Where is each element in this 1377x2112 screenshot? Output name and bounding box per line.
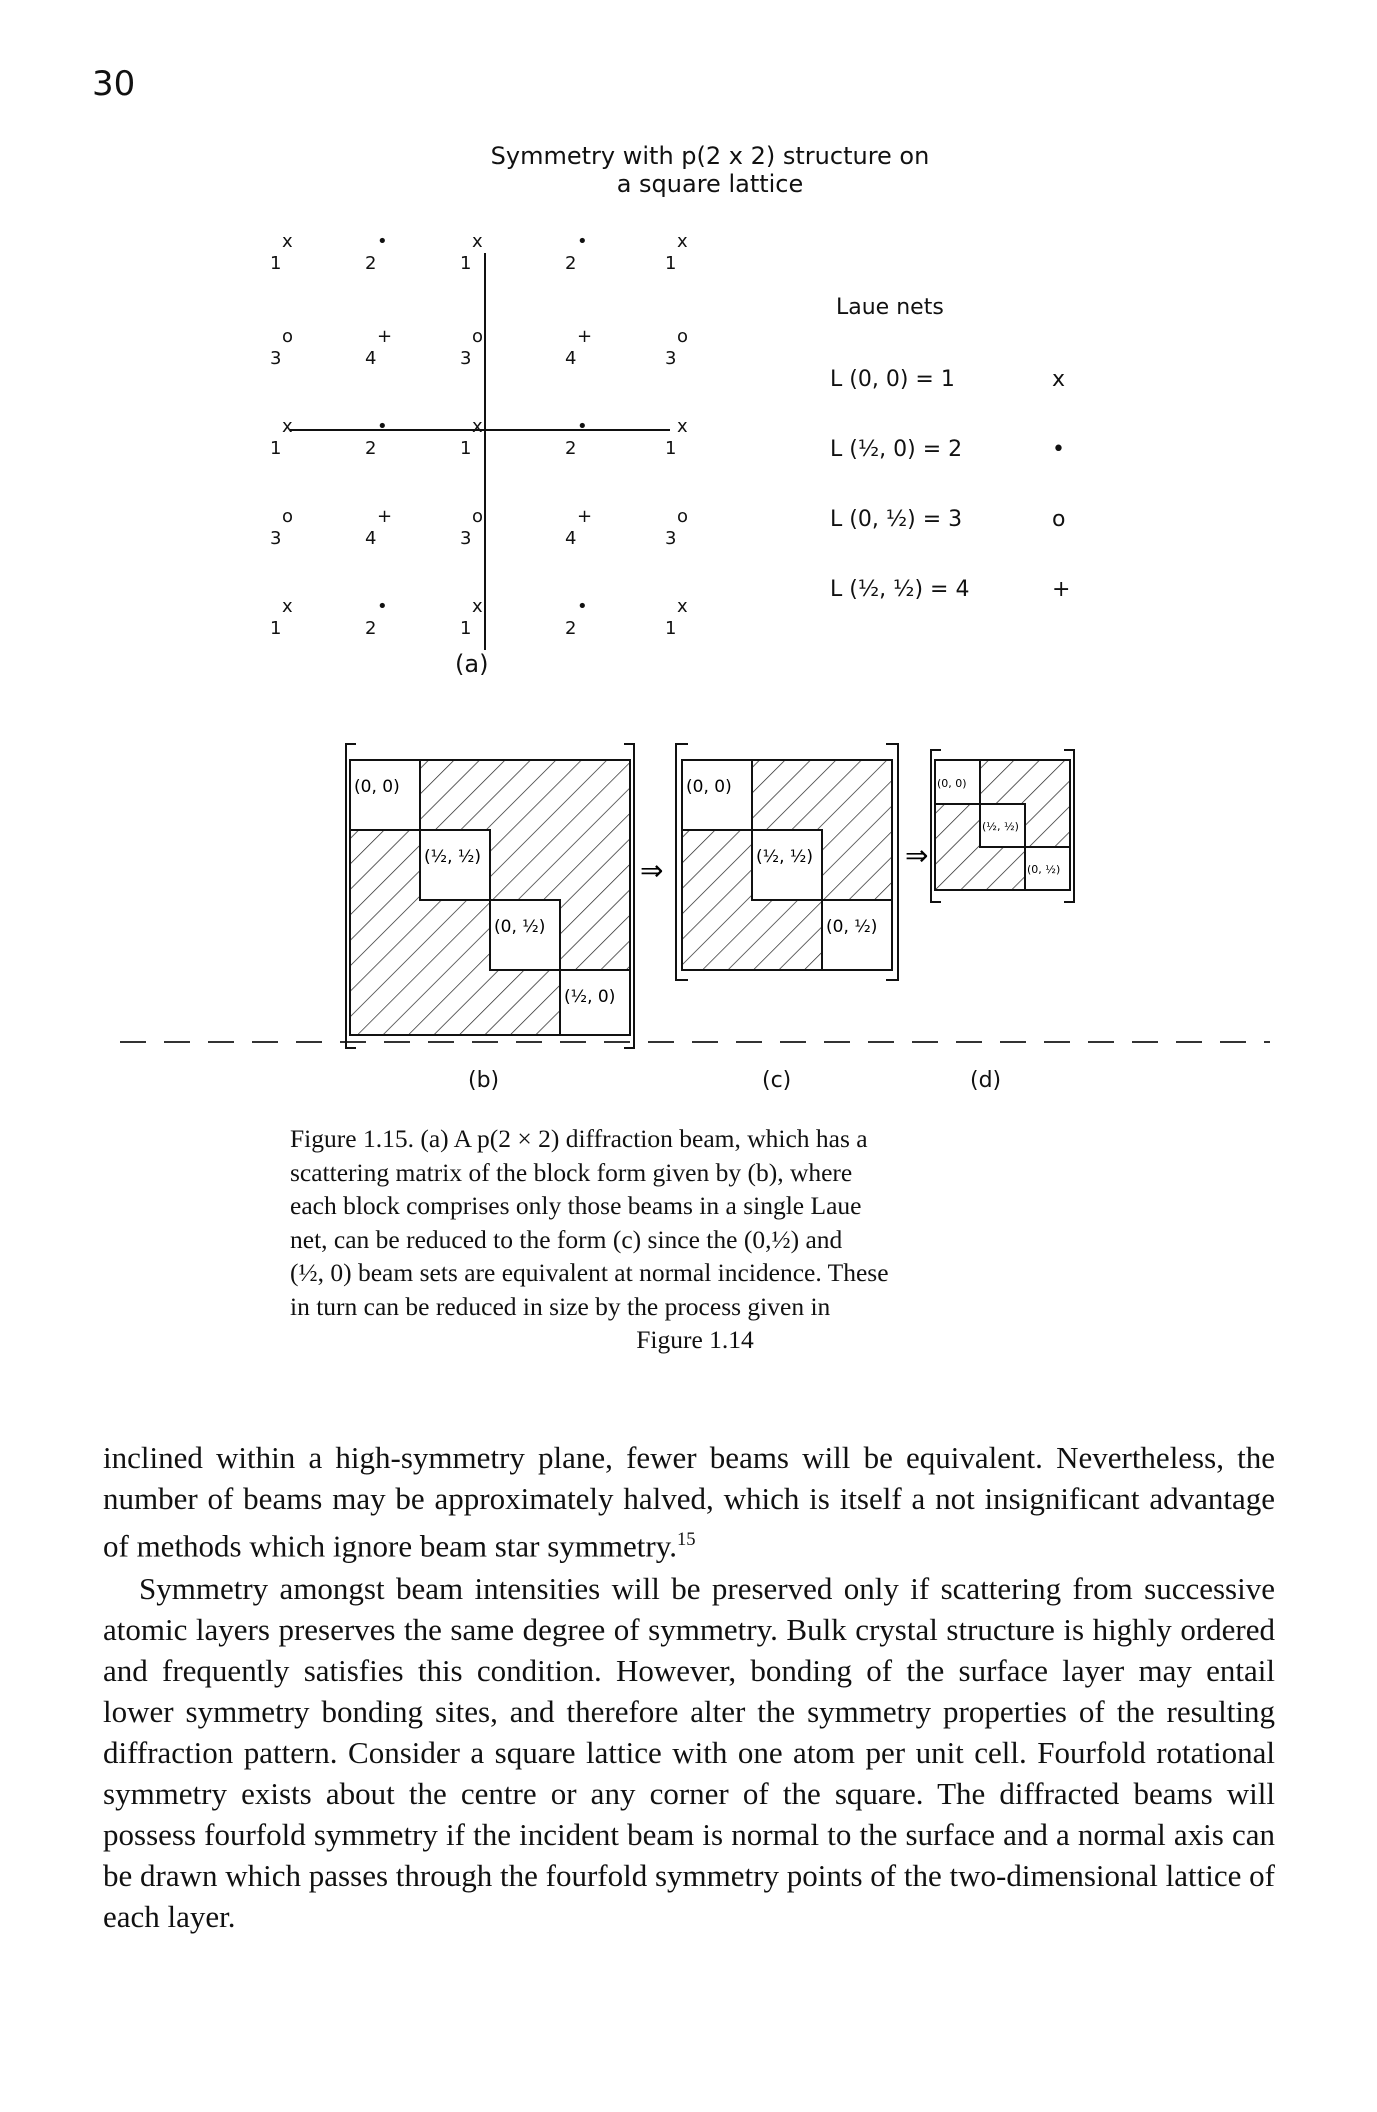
lattice-label: 3 (665, 528, 677, 549)
caption-line: Figure 1.15. (a) A p(2 × 2) diffraction beam, which has a (290, 1124, 868, 1153)
subfigure-label-a: (a) (455, 650, 489, 678)
lattice-label: 3 (270, 348, 282, 369)
laue-label: L (½, ½) = 4 (830, 577, 970, 602)
lattice-symbol: x (472, 596, 483, 617)
laue-label: L (0, ½) = 3 (830, 507, 963, 532)
lattice-symbol: o (472, 326, 484, 347)
laue-row (830, 437, 1130, 467)
block-label: (0, 0) (937, 777, 967, 790)
block-matrices (0, 730, 1377, 1060)
block-label: (0, 0) (686, 777, 732, 797)
figure-caption (290, 1122, 1100, 1323)
figure-title-line2: a square lattice (616, 170, 804, 198)
lattice-diagram (270, 231, 710, 695)
lattice-label: 1 (270, 618, 282, 639)
matrix-d (931, 750, 1074, 902)
lattice-label: 2 (565, 618, 577, 639)
matrices-svg (0, 730, 1377, 1060)
body-paragraph-1 (103, 1437, 1275, 1566)
subfigure-label-d: (d) (970, 1068, 1002, 1093)
lattice-symbol: o (282, 506, 294, 527)
lattice-symbol: o (282, 326, 294, 347)
lattice-label: 4 (565, 528, 577, 549)
laue-row (830, 367, 1130, 397)
lattice-label: 3 (665, 348, 677, 369)
lattice-label: 2 (365, 438, 377, 459)
lattice-label: 2 (565, 253, 577, 274)
lattice-label: 2 (365, 253, 377, 274)
laue-row (830, 507, 1130, 537)
caption-line: each block comprises only those beams in a single Laue (290, 1191, 862, 1220)
lattice-label: 2 (365, 618, 377, 639)
caption-line: net, can be reduced to the form (c) since the (0,½) and (290, 1224, 843, 1254)
lattice-label: 1 (270, 253, 282, 274)
lattice-symbol: + (377, 326, 393, 347)
subfigure-label-b: (b) (468, 1068, 500, 1093)
block-label: (½, ½) (424, 847, 482, 867)
block-label: (½, 0) (564, 987, 616, 1007)
block-label: (0, 0) (354, 777, 400, 797)
lattice-symbol: • (577, 231, 588, 252)
lattice-symbol: x (282, 416, 293, 437)
laue-label: L (½, 0) = 2 (830, 437, 963, 462)
body-paragraph-2: Symmetry amongst beam intensities will be preserved only if scattering from successive atomic layers preserves the same degree of symmetry. Bulk crystal structure is highly ordered and frequently satisfies this condition. However, bonding of the surface layer may entail lower symmetry bonding sites, and therefore alter the symmetry properties of the resulting diffraction pattern. Consider a square lattice with one atom per unit cell. Fourfold rotational symmetry exists about the centre or any corner of the square. The diffracted beams will possess fourfold symmetry if the incident beam is normal to the surface and a normal axis can be drawn which passes through the fourfold symmetry points of the two-dimensional lattice of each layer. (103, 1571, 1275, 1935)
lattice-label: 4 (365, 528, 377, 549)
reference-superscript: 15 (676, 1529, 696, 1550)
lattice-label: 1 (665, 618, 677, 639)
laue-row (830, 577, 1130, 607)
lattice-symbol: x (282, 231, 293, 252)
block-label: (½, ½) (756, 847, 814, 867)
page-number: 30 (92, 64, 136, 104)
lattice-label: 1 (665, 438, 677, 459)
lattice-label: 3 (460, 528, 472, 549)
figure-title (380, 142, 1040, 198)
lattice-symbol: o (677, 326, 689, 347)
lattice-symbol: x (472, 416, 483, 437)
block-label: (0, ½) (826, 917, 878, 937)
lattice-symbol: • (577, 416, 588, 437)
matrix-b (346, 744, 634, 1048)
body-text (103, 1437, 1275, 1937)
matrix-c (676, 744, 898, 980)
block-label: (½, ½) (982, 820, 1019, 833)
laue-symbol: o (1052, 507, 1066, 532)
lattice-symbol: • (377, 416, 388, 437)
caption-line: scattering matrix of the block form given by (b), where (290, 1157, 853, 1187)
lattice-label: 4 (565, 348, 577, 369)
laue-symbol: + (1052, 577, 1071, 602)
lattice-symbol: • (577, 596, 588, 617)
caption-last-line: Figure 1.14 (636, 1325, 754, 1354)
lattice-symbol: + (577, 326, 593, 347)
lattice-label: 1 (270, 438, 282, 459)
lattice-label: 1 (460, 618, 472, 639)
lattice-label: 1 (460, 253, 472, 274)
arrow-icon: ⇒ (905, 839, 929, 872)
lattice-symbol: o (677, 506, 689, 527)
lattice-label: 3 (270, 528, 282, 549)
block-label: (0, ½) (494, 917, 546, 937)
lattice-symbol: + (577, 506, 593, 527)
lattice-symbol: • (377, 231, 388, 252)
lattice-label: 3 (460, 348, 472, 369)
lattice-axes (270, 235, 710, 695)
lattice-symbol: x (677, 416, 688, 437)
laue-heading: Laue nets (836, 295, 944, 320)
lattice-label: 1 (665, 253, 677, 274)
lattice-label: 1 (460, 438, 472, 459)
block-label: (0, ½) (1027, 863, 1061, 876)
lattice-symbol: x (472, 231, 483, 252)
caption-line: (½, 0) beam sets are equivalent at normal incidence. These (290, 1258, 889, 1287)
lattice-symbol: x (677, 231, 688, 252)
lattice-symbol: x (677, 596, 688, 617)
figure-title-line1: Symmetry with p(2 x 2) structure on (490, 142, 930, 170)
caption-line: in turn can be reduced in size by the process given in (290, 1291, 831, 1321)
lattice-label: 2 (565, 438, 577, 459)
lattice-symbol: x (282, 596, 293, 617)
lattice-label: 4 (365, 348, 377, 369)
lattice-symbol: • (377, 596, 388, 617)
laue-label: L (0, 0) = 1 (830, 367, 955, 392)
laue-symbol: x (1052, 367, 1066, 392)
lattice-symbol: + (377, 506, 393, 527)
lattice-symbol: o (472, 506, 484, 527)
subfigure-label-c: (c) (762, 1068, 792, 1093)
arrow-icon: ⇒ (640, 854, 664, 887)
laue-symbol: • (1052, 437, 1065, 462)
paragraph-text: inclined within a high-symmetry plane, fewer beams will be equivalent. Nevertheless, the number of beams may be approximately halved, which is itself a not insignificant advantage of methods which ignore beam star symmetry. (103, 1440, 1275, 1564)
